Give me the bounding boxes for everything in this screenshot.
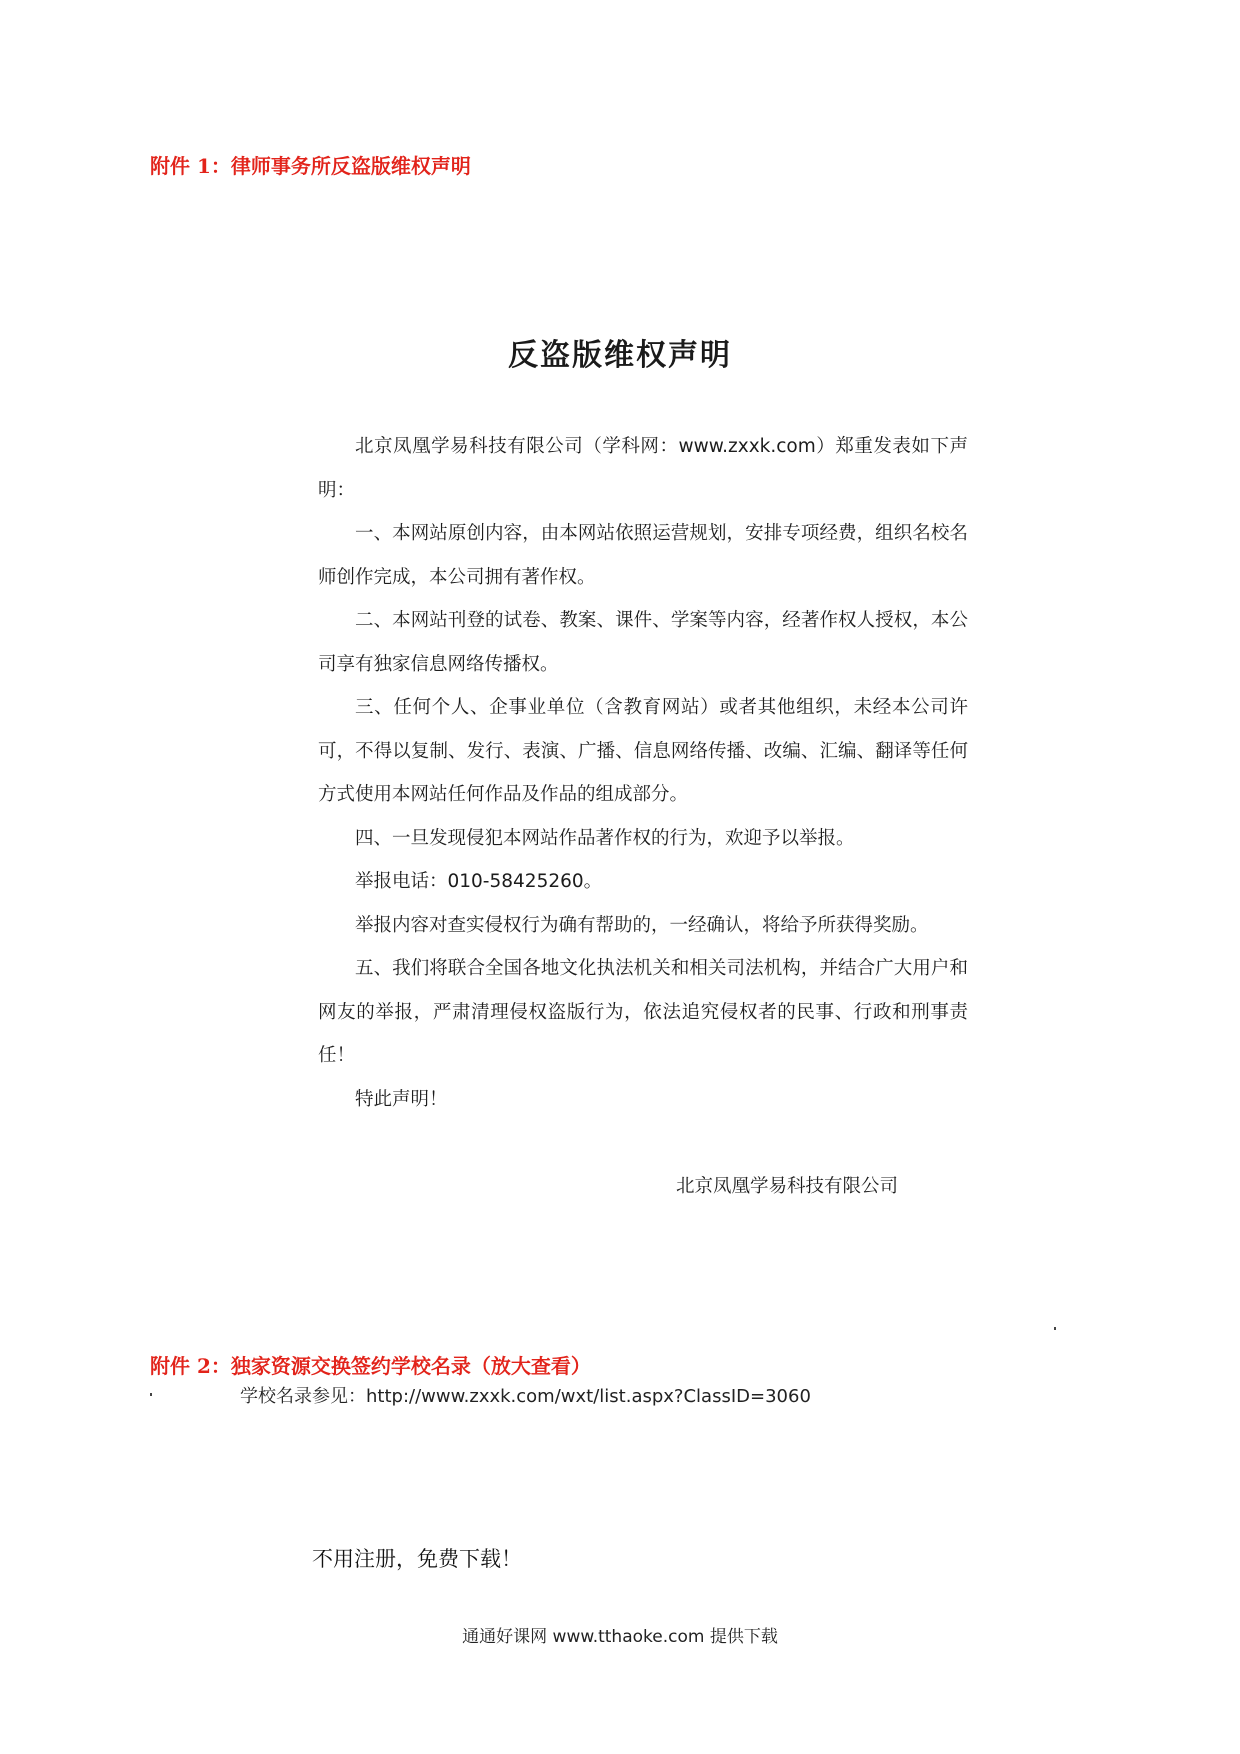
statement-paragraph: 北京凤凰学易科技有限公司（学科网：www.zxxk.com）郑重发表如下声明： — [318, 436, 968, 501]
footer-credit: 通通好课网 www.tthaoke.com 提供下载 — [462, 1627, 778, 1647]
attachment-1-heading: 附件 1：律师事务所反盗版维权声明 — [150, 154, 471, 178]
statement-closing: 特此声明！ — [355, 1088, 448, 1110]
statement-paragraph: 一、本网站原创内容，由本网站依照运营规划，安排专项经费，组织名校名师创作完成，本公司拥有著作权。 — [318, 523, 968, 588]
school-list-link[interactable]: 学校名录参见：http://www.zxxk.com/wxt/list.aspx?ClassID=3060 — [240, 1386, 811, 1407]
statement-paragraph: 四、一旦发现侵犯本网站作品著作权的行为，欢迎予以举报。 — [355, 827, 855, 849]
scan-speck — [150, 1393, 152, 1396]
attachment-2-heading: 附件 2：独家资源交换签约学校名录（放大查看） — [150, 1354, 591, 1378]
free-download-note: 不用注册，免费下载！ — [312, 1547, 522, 1571]
statement-paragraph: 二、本网站刊登的试卷、教案、课件、学案等内容，经著作权人授权，本公司享有独家信息网络传播权。 — [318, 610, 968, 675]
statement-title: 反盗版维权声明 — [508, 338, 732, 373]
statement-paragraph: 举报内容对查实侵权行为确有帮助的，一经确认，将给予所获得奖励。 — [355, 914, 929, 936]
statement-paragraph: 三、任何个人、企事业单位（含教育网站）或者其他组织，未经本公司许可，不得以复制、发行、表演、广播、信息网络传播、改编、汇编、翻译等任何方式使用本网站任何作品及作品的组成部分。 — [318, 697, 968, 805]
report-phone: 举报电话：010-58425260。 — [355, 871, 603, 892]
company-signature: 北京凤凰学易科技有限公司 — [676, 1176, 899, 1197]
statement-paragraph: 五、我们将联合全国各地文化执法机关和相关司法机构，并结合广大用户和网友的举报，严肃清理侵权盗版行为，依法追究侵权者的民事、行政和刑事责任！ — [318, 958, 968, 1066]
statement-body — [318, 425, 968, 1121]
scan-speck — [1054, 1327, 1056, 1330]
